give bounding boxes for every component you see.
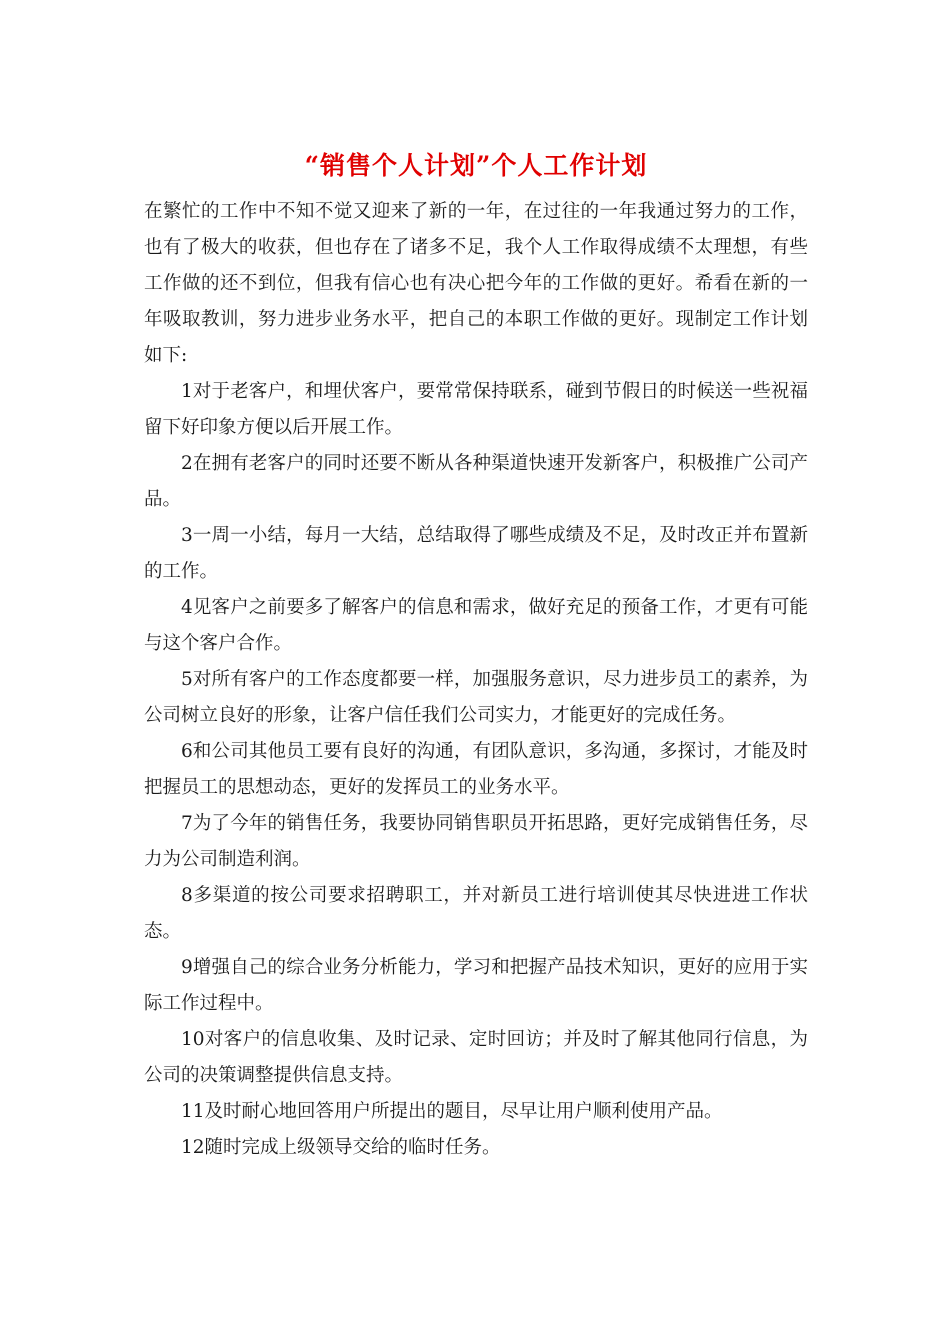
plan-item-3: 3一周一小结，每月一大结，总结取得了哪些成绩及不足，及时改正并布置新的工作。 [144, 525, 808, 582]
plan-item-5: 5对所有客户的工作态度都要一样，加强服务意识，尽力进步员工的素养，为公司树立良好的形象，让客户信任我们公司实力，才能更好的完成任务。 [144, 669, 808, 726]
plan-item-6: 6和公司其他员工要有良好的沟通，有团队意识，多沟通，多探讨，才能及时把握员工的思想动态，更好的发挥员工的业务水平。 [144, 741, 808, 798]
plan-item-11: 11及时耐心地回答用户所提出的题目，尽早让用户顺利使用产品。 [181, 1101, 723, 1122]
plan-item-4: 4见客户之前要多了解客户的信息和需求，做好充足的预备工作，才更有可能与这个客户合作。 [144, 597, 808, 654]
plan-item-8: 8多渠道的按公司要求招聘职工，并对新员工进行培训使其尽快进进工作状态。 [144, 885, 808, 942]
plan-item-7: 7为了今年的销售任务，我要协同销售职员开拓思路，更好完成销售任务，尽力为公司制造利润。 [144, 813, 808, 870]
plan-item-12: 12随时完成上级领导交给的临时任务。 [181, 1137, 501, 1158]
plan-item-2: 2在拥有老客户的同时还要不断从各种渠道快速开发新客户，积极推广公司产品。 [144, 453, 808, 510]
intro-paragraph: 在繁忙的工作中不知不觉又迎来了新的一年，在过往的一年我通过努力的工作，也有了极大的收获，但也存在了诸多不足，我个人工作取得成绩不太理想，有些工作做的还不到位，但我有信心也有决心把今年的工作做的更好。希看在新的一年吸取教训，努力进步业务水平，把自己的本职工作做的更好。现制定工作计划如下: [144, 201, 808, 366]
document-title: “销售个人计划”个人工作计划 [304, 151, 648, 180]
plan-item-10: 10对客户的信息收集、及时记录、定时回访；并及时了解其他同行信息，为公司的决策调整提供信息支持。 [144, 1029, 808, 1086]
plan-item-1: 1对于老客户，和埋伏客户，要常常保持联系，碰到节假日的时候送一些祝福留下好印象方便以后开展工作。 [144, 381, 808, 438]
document-page [144, 146, 808, 1166]
plan-item-9: 9增强自己的综合业务分析能力，学习和把握产品技术知识，更好的应用于实际工作过程中。 [144, 957, 808, 1014]
